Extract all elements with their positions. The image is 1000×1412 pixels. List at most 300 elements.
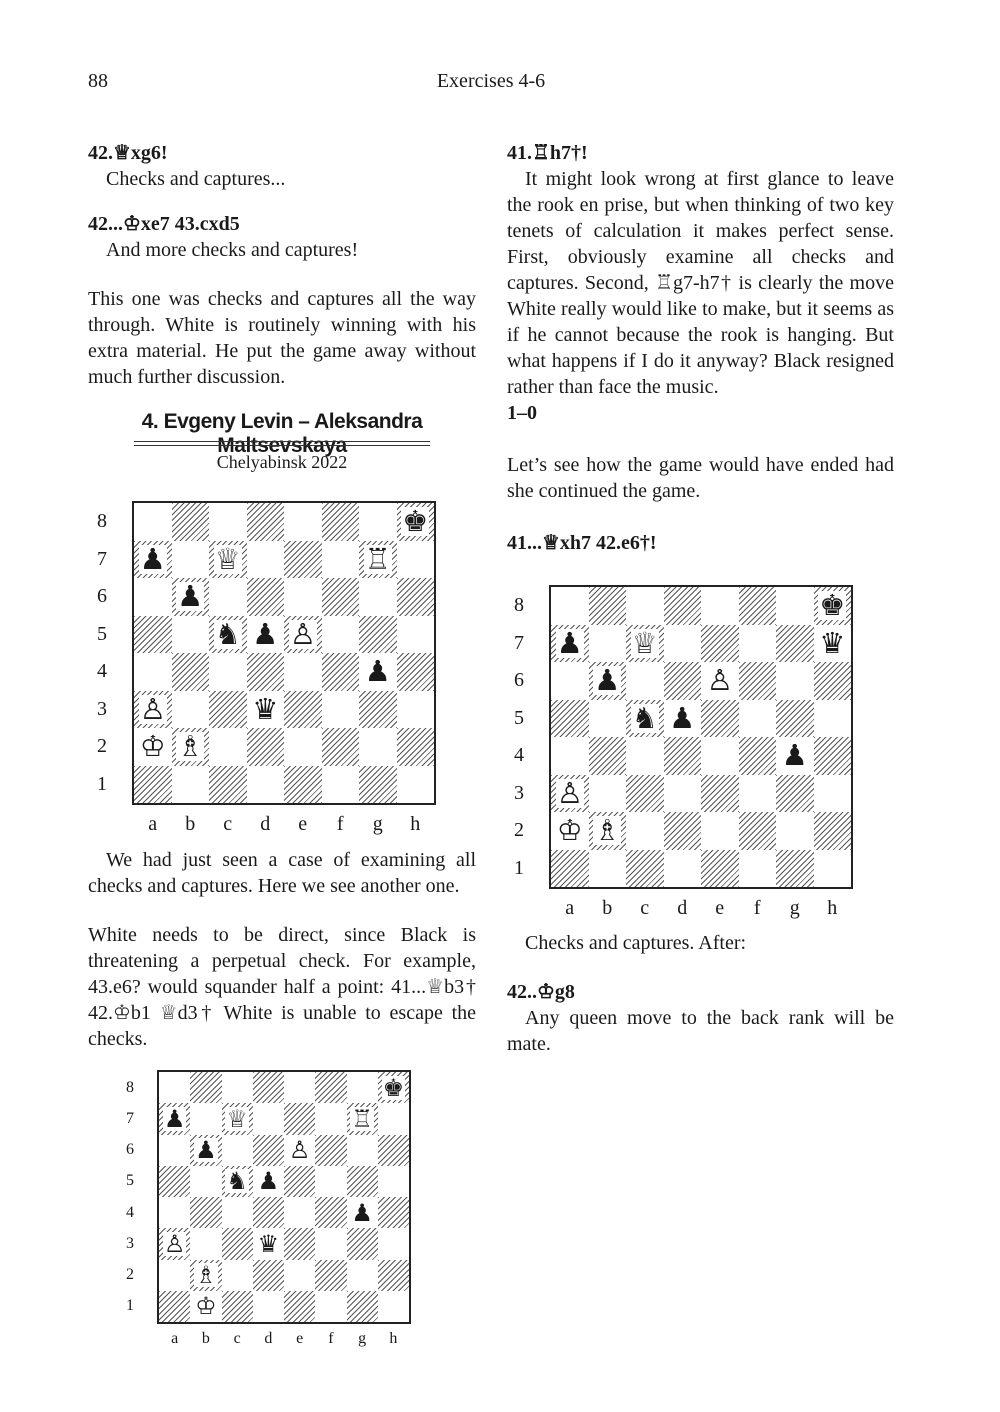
chess-piece: ♟ [669, 700, 696, 735]
file-label: e [296, 1330, 304, 1347]
rank-label: 3 [514, 781, 524, 804]
square-h7 [814, 625, 852, 663]
chess-piece: ♟ [351, 1198, 373, 1227]
square-c8 [209, 503, 247, 541]
right-column-lower [507, 930, 894, 1057]
square-g5 [776, 700, 814, 738]
square-b5 [190, 1166, 221, 1197]
square-h4 [378, 1197, 409, 1228]
square-e3 [284, 1228, 315, 1259]
square-h3 [814, 775, 852, 813]
square-d4 [253, 1197, 284, 1228]
square-e2 [701, 812, 739, 850]
square-d7 [247, 541, 285, 579]
file-label: c [223, 812, 233, 835]
square-g1 [359, 766, 397, 804]
square-e1 [284, 766, 322, 804]
rank-label: 1 [97, 772, 107, 795]
title-rule [134, 441, 430, 446]
square-c1 [209, 766, 247, 804]
chess-piece: ♟ [177, 579, 204, 614]
square-a5 [551, 700, 589, 738]
square-c6 [626, 662, 664, 700]
square-f6 [315, 1135, 346, 1166]
square-e5 [284, 1166, 315, 1197]
square-a3 [551, 775, 589, 813]
rank-label: 7 [126, 1109, 134, 1127]
square-f2 [739, 812, 777, 850]
square-e1 [284, 1291, 315, 1322]
file-label: b [602, 896, 613, 919]
square-e8 [701, 587, 739, 625]
chess-piece: ♗ [594, 813, 621, 848]
rank-label: 2 [97, 735, 107, 758]
square-e7 [701, 625, 739, 663]
chess-piece: ♚ [402, 504, 429, 539]
square-e6 [284, 578, 322, 616]
file-label: h [389, 1330, 398, 1347]
square-f4 [322, 653, 360, 691]
square-h4 [814, 737, 852, 775]
file-label: f [328, 1330, 334, 1347]
chess-piece: ♟ [556, 625, 583, 660]
square-d5 [247, 616, 285, 654]
square-c7 [626, 625, 664, 663]
chess-piece: ♕ [631, 625, 658, 660]
file-label: f [336, 812, 344, 835]
square-b4 [190, 1197, 221, 1228]
square-d6 [253, 1135, 284, 1166]
square-d6 [247, 578, 285, 616]
square-a7 [134, 541, 172, 579]
square-f3 [739, 775, 777, 813]
rank-label: 2 [514, 819, 524, 842]
file-label: b [185, 812, 196, 835]
rank-label: 3 [126, 1234, 134, 1252]
square-b8 [589, 587, 627, 625]
square-e1 [701, 850, 739, 888]
square-d1 [247, 766, 285, 804]
square-b1 [589, 850, 627, 888]
file-label: g [372, 812, 383, 835]
square-a3 [159, 1228, 190, 1259]
chess-piece: ♖ [351, 1104, 373, 1133]
square-c6 [209, 578, 247, 616]
move-heading: 42..♔g8 [507, 981, 575, 1003]
square-a7 [159, 1103, 190, 1134]
square-h2 [397, 728, 435, 766]
chess-piece: ♛ [252, 691, 279, 726]
square-c7 [209, 541, 247, 579]
left-column [88, 140, 476, 390]
rank-label: 3 [97, 697, 107, 720]
square-d5 [664, 700, 702, 738]
paragraph: This one was checks and captures all the way through. White is routinely winning with his extra material. He put the game away without much further discussion. [88, 288, 476, 388]
square-a3 [134, 691, 172, 729]
square-b4 [589, 737, 627, 775]
square-g6 [347, 1135, 378, 1166]
square-g6 [776, 662, 814, 700]
right-column [507, 140, 894, 556]
chess-piece: ♚ [382, 1073, 405, 1102]
rank-label: 4 [514, 744, 524, 767]
square-c8 [222, 1072, 253, 1103]
square-d1 [664, 850, 702, 888]
square-d8 [253, 1072, 284, 1103]
page-number: 88 [88, 70, 108, 92]
square-a7 [551, 625, 589, 663]
move-heading: 41...♕xh7 42.e6†! [507, 532, 657, 554]
square-d3 [253, 1228, 284, 1259]
square-g8 [776, 587, 814, 625]
paragraph: It might look wrong at first glance to leave the rook en prise, but when thinking of two key tenets of calculation it makes perfect sense. First, obviously examine all checks and captures. Second, ♖g7-h7† is clearly the move White really would like to make, but it seems as if he cannot because the rook is hanging. But what happens if I do it anyway? Black resigned rather than face the music. [507, 168, 894, 398]
square-c5 [626, 700, 664, 738]
square-b7 [190, 1103, 221, 1134]
chess-board-2 [549, 585, 853, 889]
square-d8 [664, 587, 702, 625]
square-a2 [551, 812, 589, 850]
square-h6 [397, 578, 435, 616]
chess-piece: ♟ [594, 663, 621, 698]
square-b3 [172, 691, 210, 729]
square-d2 [253, 1260, 284, 1291]
square-a1 [551, 850, 589, 888]
square-g7 [776, 625, 814, 663]
square-a5 [159, 1166, 190, 1197]
chess-board-1 [132, 501, 436, 805]
square-g6 [359, 578, 397, 616]
square-a4 [159, 1197, 190, 1228]
square-a2 [134, 728, 172, 766]
rank-label: 7 [97, 547, 107, 570]
square-f1 [315, 1291, 346, 1322]
square-c7 [222, 1103, 253, 1134]
square-f2 [322, 728, 360, 766]
square-c6 [222, 1135, 253, 1166]
rank-label: 8 [514, 594, 524, 617]
square-c2 [626, 812, 664, 850]
square-g7 [359, 541, 397, 579]
square-a4 [551, 737, 589, 775]
square-f8 [322, 503, 360, 541]
square-d4 [247, 653, 285, 691]
chess-piece: ♔ [556, 813, 583, 848]
square-d7 [664, 625, 702, 663]
square-g3 [347, 1228, 378, 1259]
square-h5 [397, 616, 435, 654]
square-g4 [347, 1197, 378, 1228]
square-d3 [247, 691, 285, 729]
chess-piece: ♖ [364, 541, 391, 576]
square-e4 [284, 1197, 315, 1228]
square-e2 [284, 1260, 315, 1291]
game-event: Chelyabinsk 2022 [216, 452, 348, 472]
square-f6 [739, 662, 777, 700]
paragraph: We had just seen a case of examining all checks and captures. Here we see another one. [88, 849, 476, 897]
square-b7 [172, 541, 210, 579]
paragraph: Checks and captures... [106, 168, 286, 190]
square-a6 [134, 578, 172, 616]
chess-piece: ♟ [139, 541, 166, 576]
square-d6 [664, 662, 702, 700]
square-f3 [322, 691, 360, 729]
chess-piece: ♔ [195, 1292, 217, 1321]
chess-piece: ♛ [257, 1229, 280, 1258]
paragraph: Checks and captures. After: [525, 932, 747, 954]
square-b3 [190, 1228, 221, 1259]
file-label: a [565, 896, 575, 919]
square-c8 [626, 587, 664, 625]
rank-label: 2 [126, 1266, 134, 1284]
rank-label: 6 [97, 585, 107, 608]
square-b2 [190, 1260, 221, 1291]
chess-piece: ♙ [556, 775, 583, 810]
square-c2 [209, 728, 247, 766]
square-d1 [253, 1291, 284, 1322]
square-g7 [347, 1103, 378, 1134]
square-f2 [315, 1260, 346, 1291]
square-h8 [814, 587, 852, 625]
chess-piece: ♟ [163, 1104, 186, 1133]
rank-label: 4 [97, 660, 107, 683]
rank-label: 4 [126, 1203, 134, 1221]
chess-piece: ♚ [819, 588, 846, 623]
square-g8 [347, 1072, 378, 1103]
square-d3 [664, 775, 702, 813]
chess-piece: ♟ [252, 616, 279, 651]
rank-label: 7 [514, 631, 524, 654]
move-heading: 41.♖h7†! [507, 142, 588, 164]
file-label: d [260, 812, 271, 835]
square-h4 [397, 653, 435, 691]
square-f4 [739, 737, 777, 775]
file-label: e [298, 812, 308, 835]
chess-piece: ♛ [819, 625, 846, 660]
square-a6 [159, 1135, 190, 1166]
square-c5 [222, 1166, 253, 1197]
square-h3 [378, 1228, 409, 1259]
chess-piece: ♟ [364, 654, 391, 689]
chess-piece: ♕ [226, 1104, 248, 1133]
paragraph: And more checks and captures! [106, 239, 359, 261]
square-e3 [701, 775, 739, 813]
square-e4 [701, 737, 739, 775]
chess-piece: ♙ [706, 663, 733, 698]
square-f6 [322, 578, 360, 616]
chess-piece: ♟ [195, 1136, 217, 1165]
square-a5 [134, 616, 172, 654]
file-label: e [715, 896, 725, 919]
square-d5 [253, 1166, 284, 1197]
square-c5 [209, 616, 247, 654]
square-e6 [701, 662, 739, 700]
square-b3 [589, 775, 627, 813]
square-h2 [378, 1260, 409, 1291]
file-label: a [148, 812, 158, 835]
square-b8 [190, 1072, 221, 1103]
rank-label: 5 [97, 622, 107, 645]
paragraph: Let’s see how the game would have ended had she continued the game. [507, 454, 894, 502]
square-f7 [315, 1103, 346, 1134]
square-h6 [814, 662, 852, 700]
square-g2 [359, 728, 397, 766]
square-g3 [776, 775, 814, 813]
rank-label: 6 [126, 1141, 134, 1159]
square-g2 [347, 1260, 378, 1291]
square-g5 [347, 1166, 378, 1197]
left-column-lower [88, 847, 476, 1052]
rank-label: 8 [126, 1078, 134, 1096]
square-e7 [284, 1103, 315, 1134]
paragraph: White needs to be direct, since Black is threatening a perpetual check. For example, 43.e6? would squander half a point: 41...♕b3† 42.♔b1 ♕d3† White is unable to escape the checks. [88, 924, 476, 1050]
file-label: d [264, 1330, 273, 1347]
file-label: c [640, 896, 650, 919]
square-c1 [222, 1291, 253, 1322]
square-e8 [284, 503, 322, 541]
square-h5 [378, 1166, 409, 1197]
square-a6 [551, 662, 589, 700]
square-b5 [172, 616, 210, 654]
file-label: b [201, 1330, 210, 1347]
square-g4 [776, 737, 814, 775]
square-d2 [247, 728, 285, 766]
square-b1 [190, 1291, 221, 1322]
chess-piece: ♙ [288, 1136, 311, 1165]
square-c1 [626, 850, 664, 888]
square-a1 [159, 1291, 190, 1322]
file-label: d [677, 896, 688, 919]
rank-label: 1 [126, 1297, 134, 1315]
square-f3 [315, 1228, 346, 1259]
paragraph: Any queen move to the back rank will be mate. [507, 1007, 894, 1055]
square-a8 [159, 1072, 190, 1103]
chess-piece: ♟ [257, 1167, 280, 1196]
square-f1 [739, 850, 777, 888]
rank-label: 5 [126, 1172, 134, 1190]
square-h5 [814, 700, 852, 738]
file-label: g [789, 896, 800, 919]
square-b5 [589, 700, 627, 738]
running-title: Exercises 4-6 [436, 70, 546, 92]
square-a2 [159, 1260, 190, 1291]
square-b6 [190, 1135, 221, 1166]
square-e5 [284, 616, 322, 654]
square-c3 [222, 1228, 253, 1259]
square-c3 [626, 775, 664, 813]
square-h1 [814, 850, 852, 888]
chess-piece: ♙ [163, 1229, 186, 1258]
square-b2 [589, 812, 627, 850]
chess-piece: ♞ [631, 700, 658, 735]
square-h8 [378, 1072, 409, 1103]
square-e3 [284, 691, 322, 729]
square-f4 [315, 1197, 346, 1228]
file-label: g [358, 1330, 367, 1347]
square-h1 [397, 766, 435, 804]
square-g1 [776, 850, 814, 888]
square-f8 [739, 587, 777, 625]
square-h1 [378, 1291, 409, 1322]
square-f7 [322, 541, 360, 579]
move-heading: 42.♕xg6! [88, 142, 168, 164]
square-g1 [347, 1291, 378, 1322]
file-label: a [171, 1330, 179, 1347]
file-label: c [233, 1330, 241, 1347]
square-b6 [589, 662, 627, 700]
file-label: f [753, 896, 761, 919]
square-d7 [253, 1103, 284, 1134]
square-c4 [626, 737, 664, 775]
square-a8 [551, 587, 589, 625]
square-e5 [701, 700, 739, 738]
file-label: h [827, 896, 838, 919]
square-b7 [589, 625, 627, 663]
square-b6 [172, 578, 210, 616]
chess-piece: ♔ [139, 729, 166, 764]
square-h3 [397, 691, 435, 729]
square-g2 [776, 812, 814, 850]
square-h2 [814, 812, 852, 850]
square-b2 [172, 728, 210, 766]
game-result: 1–0 [507, 402, 537, 424]
square-g4 [359, 653, 397, 691]
square-a4 [134, 653, 172, 691]
rank-label: 6 [514, 669, 524, 692]
square-f1 [322, 766, 360, 804]
chess-piece: ♞ [214, 616, 241, 651]
square-c4 [222, 1197, 253, 1228]
square-e7 [284, 541, 322, 579]
square-g3 [359, 691, 397, 729]
chess-piece: ♗ [177, 729, 204, 764]
square-h8 [397, 503, 435, 541]
square-b1 [172, 766, 210, 804]
square-e2 [284, 728, 322, 766]
square-e8 [284, 1072, 315, 1103]
square-d2 [664, 812, 702, 850]
square-c2 [222, 1260, 253, 1291]
square-d8 [247, 503, 285, 541]
rank-label: 5 [514, 706, 524, 729]
square-f7 [739, 625, 777, 663]
square-a1 [134, 766, 172, 804]
rank-label: 8 [97, 510, 107, 533]
rank-label: 1 [514, 856, 524, 879]
square-e4 [284, 653, 322, 691]
game-title: 4. Evgeny Levin – Aleksandra Maltsevskaya [141, 410, 423, 457]
square-f5 [322, 616, 360, 654]
chess-piece: ♟ [781, 738, 808, 773]
square-g8 [359, 503, 397, 541]
square-b8 [172, 503, 210, 541]
square-b4 [172, 653, 210, 691]
chess-piece: ♙ [139, 691, 166, 726]
square-a8 [134, 503, 172, 541]
square-g5 [359, 616, 397, 654]
file-label: h [410, 812, 421, 835]
square-d4 [664, 737, 702, 775]
chess-piece: ♗ [195, 1261, 217, 1290]
chess-piece: ♕ [214, 541, 241, 576]
move-heading: 42...♔xe7 43.cxd5 [88, 213, 240, 235]
square-f5 [739, 700, 777, 738]
square-h6 [378, 1135, 409, 1166]
square-f8 [315, 1072, 346, 1103]
square-f5 [315, 1166, 346, 1197]
square-e6 [284, 1135, 315, 1166]
chess-board-3 [157, 1070, 411, 1324]
square-c3 [209, 691, 247, 729]
